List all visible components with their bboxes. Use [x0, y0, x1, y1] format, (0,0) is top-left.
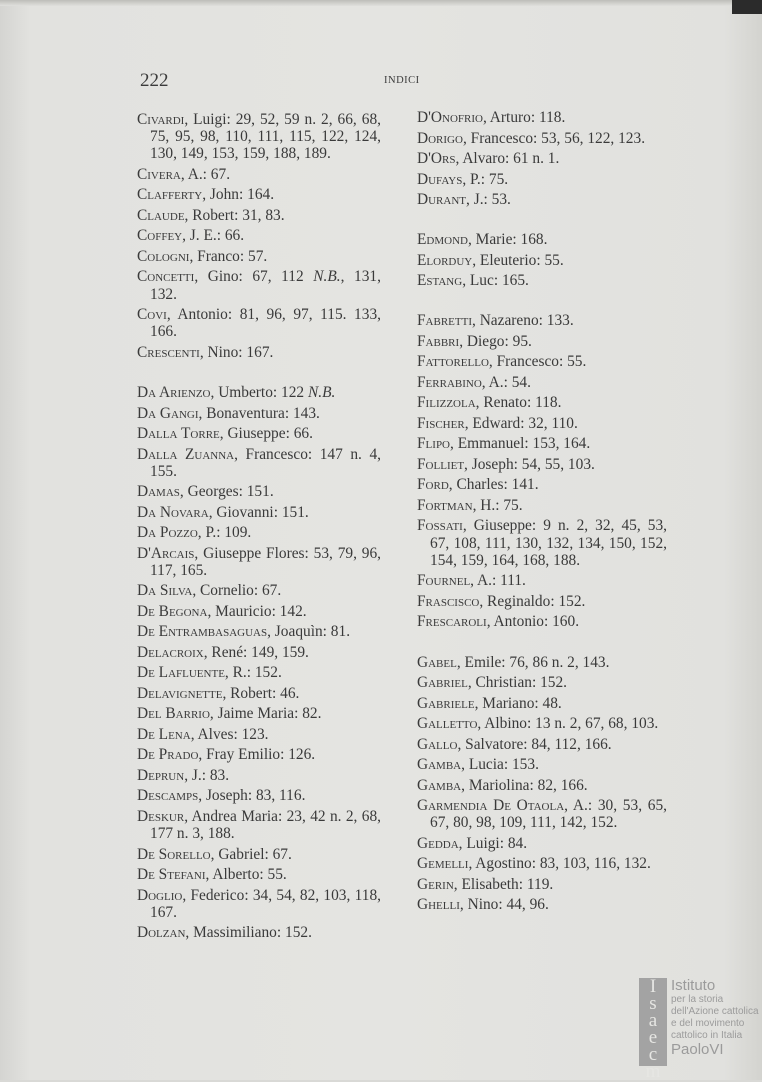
entry-details: , Albino: 13 n. 2, 67, 68, 103. — [477, 715, 659, 733]
entry-surname: Fischer — [417, 414, 465, 432]
index-entry — [137, 705, 381, 722]
entry-details: , Giovanni: 151. — [208, 503, 309, 521]
index-entry — [137, 582, 381, 599]
index-entry — [137, 483, 381, 500]
index-entry — [417, 572, 667, 589]
entry-details: , Giuseppe: 9 n. 2, 32, 45, 53, 67, 108, 111, 130, 132, 134, 150, 152, 154, 159, 164, 168, 188. — [430, 517, 667, 569]
index-entry — [137, 425, 381, 442]
entry-surname: Gerin — [417, 875, 454, 893]
entry-details: , R.: 152. — [224, 664, 282, 682]
index-entry — [137, 644, 381, 661]
entry-surname: Dorigo — [417, 129, 463, 147]
entry-surname: Fournel — [417, 572, 471, 590]
index-entry — [417, 593, 667, 610]
entry-surname: Del Barrio — [137, 705, 210, 723]
entry-details: , Renato: 118. — [475, 394, 562, 412]
entry-details: , Joseph: 54, 55, 103. — [464, 455, 595, 473]
entry-details: , Gino: 67, 112 N.B., 131, 132. — [150, 268, 381, 303]
index-entry — [137, 545, 381, 579]
index-entry — [137, 846, 381, 863]
entry-details: , Robert: 46. — [222, 684, 300, 702]
entry-details: , Georges: 151. — [179, 483, 274, 501]
index-entry — [417, 456, 667, 473]
index-entry — [417, 736, 667, 753]
entry-details: , Emile: 76, 86 n. 2, 143. — [456, 653, 610, 671]
entry-details: , A.: 67. — [180, 165, 231, 183]
entry-surname: Deskur — [137, 807, 185, 825]
entry-surname: Coffey — [137, 227, 183, 245]
index-entry — [137, 248, 381, 265]
entry-details: , Fray Emilio: 126. — [198, 746, 316, 764]
index-entry — [417, 497, 667, 514]
entry-details: , Cornelio: 67. — [192, 582, 282, 600]
index-entry — [417, 896, 667, 913]
index-entry — [417, 130, 667, 147]
entry-details: , Lucia: 153. — [461, 756, 539, 774]
entry-details: , Francesco: 53, 56, 122, 123. — [462, 129, 646, 147]
index-entry — [137, 685, 381, 702]
index-entry — [417, 374, 667, 391]
logo-monogram: I s a e c m — [639, 978, 667, 1066]
entry-details: , Joseph: 83, 116. — [198, 787, 306, 805]
entry-surname: Estang — [417, 272, 463, 290]
index-entry — [417, 394, 667, 411]
index-entry — [417, 777, 667, 794]
index-entry — [137, 866, 381, 883]
entry-details: , Massimiliano: 152. — [185, 924, 312, 942]
entry-surname: De Entrambasaguas — [137, 623, 268, 641]
index-letter-group — [137, 384, 381, 942]
entry-surname: Da Arienzo — [137, 384, 211, 402]
index-entry — [417, 476, 667, 493]
entry-details: , Luc: 165. — [462, 272, 529, 290]
entry-details: , Diego: 95. — [459, 332, 532, 350]
entry-surname: Elorduy — [417, 251, 473, 269]
index-entry — [417, 674, 667, 691]
index-entry — [417, 191, 667, 208]
entry-details: , Nazareno: 133. — [472, 312, 574, 330]
entry-details: , Federico: 34, 54, 82, 103, 118, 167. — [150, 886, 381, 921]
index-letter-group — [417, 312, 667, 630]
index-entry — [137, 504, 381, 521]
index-entry — [417, 231, 667, 248]
entry-details: , Bonaventura: 143. — [198, 404, 320, 422]
entry-surname: Da Gangi — [137, 404, 199, 422]
logo-text: Istituto per la storia dell'Azione cattolica e del movimento cattolico in Italia PaoloVI — [671, 977, 759, 1058]
entry-surname: Gabel — [417, 653, 457, 671]
entry-surname: De Sorello — [137, 845, 211, 863]
index-entry — [137, 524, 381, 541]
entry-surname: Edmond — [417, 231, 468, 249]
index-entry — [137, 111, 381, 163]
entry-details: , Christian: 152. — [467, 674, 568, 692]
entry-surname: Gedda — [417, 834, 459, 852]
entry-surname: Fortman — [417, 496, 473, 514]
entry-surname: De Lena — [137, 725, 191, 743]
entry-surname: Gemelli — [417, 855, 469, 873]
index-entry — [137, 767, 381, 784]
entry-surname: Descamps — [137, 787, 199, 805]
entry-details: , Emmanuel: 153, 164. — [450, 435, 591, 453]
index-entry — [137, 186, 381, 203]
entry-surname: Fabretti — [417, 312, 472, 330]
index-entry — [417, 171, 667, 188]
index-entry — [417, 333, 667, 350]
entry-details: , Franco: 57. — [189, 247, 268, 265]
entry-surname: Damas — [137, 483, 180, 501]
entry-surname: Frescaroli — [417, 613, 487, 631]
index-column-left — [137, 111, 381, 965]
entry-details: , Mariano: 48. — [474, 694, 562, 712]
entry-surname: Ferrabino — [417, 373, 482, 391]
entry-details: , A.: 30, 53, 65, 67, 80, 98, 109, 111, 142, 152. — [430, 797, 667, 832]
entry-surname: Da Novara — [137, 503, 209, 521]
entry-surname: Fossati — [417, 517, 463, 535]
entry-surname: De Stefani — [137, 866, 206, 884]
index-entry — [417, 654, 667, 671]
entry-surname: Dolzan — [137, 924, 186, 942]
entry-surname: Flipo — [417, 435, 451, 453]
index-entry — [417, 353, 667, 370]
entry-surname: Dalla Torre — [137, 425, 220, 443]
entry-surname: De Begona — [137, 602, 208, 620]
entry-details: , Salvatore: 84, 112, 166. — [457, 735, 612, 753]
entry-details: , Edward: 32, 110. — [464, 414, 578, 432]
index-entry — [137, 808, 381, 842]
entry-details: , J. E.: 66. — [182, 227, 245, 245]
entry-details: , Alves: 123. — [190, 725, 269, 743]
entry-surname: Claude — [137, 206, 185, 224]
entry-details: , Reginaldo: 152. — [479, 592, 586, 610]
entry-details: , A.: 111. — [470, 572, 526, 590]
entry-surname: Crescenti — [137, 343, 200, 361]
entry-surname: Da Pozzo — [137, 524, 198, 542]
entry-surname: D'Ors — [417, 150, 456, 167]
index-column-right — [417, 109, 667, 936]
index-entry — [417, 312, 667, 329]
index-entry — [417, 797, 667, 831]
entry-details: , J.: 53. — [466, 191, 511, 208]
entry-details: , Nino: 167. — [199, 343, 274, 361]
entry-surname: Fabbri — [417, 332, 460, 350]
index-entry — [137, 207, 381, 224]
watermark-logo — [639, 976, 759, 1082]
entry-surname: Clafferty — [137, 186, 203, 204]
index-entry — [417, 695, 667, 712]
entry-details: , Charles: 141. — [448, 476, 539, 494]
entry-details: , Gabriel: 67. — [210, 845, 292, 863]
entry-surname: Gallo — [417, 735, 458, 753]
entry-surname: Concetti — [137, 268, 195, 286]
entry-surname: De Prado — [137, 746, 199, 764]
entry-surname: Dalla Zuanna — [137, 445, 235, 463]
entry-details: , Andrea Maria: 23, 42 n. 2, 68, 177 n. 3, 188. — [150, 807, 381, 843]
entry-details: , Umberto: 122 N.B. — [210, 384, 336, 402]
index-entry — [417, 109, 667, 126]
index-entry — [417, 150, 667, 167]
index-entry — [137, 924, 381, 941]
entry-surname: Frascisco — [417, 592, 480, 610]
entry-surname: D'Arcais — [137, 544, 195, 562]
entry-details: , Joaquìn: 81. — [267, 623, 351, 641]
page-number: 222 — [140, 70, 169, 91]
index-entry — [137, 664, 381, 681]
entry-details: , René: 149, 159. — [203, 643, 309, 661]
index-entry — [137, 227, 381, 244]
index-entry — [137, 344, 381, 361]
entry-surname: Doglio — [137, 886, 183, 904]
index-entry — [417, 756, 667, 773]
scan-corner — [732, 0, 762, 14]
index-letter-group — [417, 231, 667, 289]
index-entry — [417, 715, 667, 732]
entry-details: , Luigi: 84. — [458, 834, 528, 852]
index-entry — [417, 613, 667, 630]
entry-details: , J.: 83. — [184, 766, 230, 784]
index-entry — [137, 166, 381, 183]
index-letter-group — [137, 111, 381, 361]
entry-details: , Mauricio: 142. — [207, 602, 307, 620]
entry-details: , Antonio: 81, 96, 97, 115. 133, 166. — [150, 306, 381, 341]
entry-surname: Delavignette — [137, 684, 223, 702]
index-entry — [417, 252, 667, 269]
index-entry — [137, 746, 381, 763]
index-entry — [137, 887, 381, 921]
entry-surname: Cologni — [137, 247, 190, 265]
entry-surname: Galletto — [417, 715, 478, 733]
entry-surname: Gabriel — [417, 674, 468, 692]
entry-surname: Civardi — [137, 111, 185, 128]
entry-details: , Robert: 31, 83. — [184, 206, 285, 224]
entry-surname: Gamba — [417, 756, 462, 774]
index-letter-group — [417, 654, 667, 914]
index-entry — [417, 876, 667, 893]
index-entry — [137, 446, 381, 480]
entry-surname: Ford — [417, 476, 449, 494]
index-entry — [417, 517, 667, 569]
page-edge — [0, 0, 762, 6]
entry-details: , Eleuterio: 55. — [472, 251, 564, 269]
index-letter-group — [417, 109, 667, 208]
entry-details: , Mariolina: 82, 166. — [461, 776, 588, 794]
entry-surname: Filizzola — [417, 394, 476, 412]
entry-surname: Covi — [137, 306, 167, 324]
entry-surname: Delacroix — [137, 643, 204, 661]
index-entry — [137, 623, 381, 640]
index-entry — [417, 272, 667, 289]
entry-details: , Luigi: 29, 52, 59 n. 2, 66, 68, 75, 95, 98, 110, 111, 115, 122, 124, 130, 149, 153, 159, 188, 189. — [150, 111, 381, 163]
entry-surname: Folliet — [417, 455, 465, 473]
entry-details: , Antonio: 160. — [486, 613, 580, 631]
entry-details: , P.: 109. — [197, 524, 252, 542]
entry-details: , Alberto: 55. — [205, 866, 287, 884]
entry-details: , Giuseppe Flores: 53, 79, 96, 117, 165. — [150, 544, 381, 579]
entry-details: , John: 164. — [202, 186, 275, 204]
entry-surname: Garmendia De Otaola — [417, 797, 565, 815]
index-entry — [137, 384, 381, 401]
entry-surname: Da Silva — [137, 582, 193, 600]
entry-details: , Arturo: 118. — [482, 109, 566, 126]
entry-details: , Agostino: 83, 103, 116, 132. — [468, 855, 651, 873]
entry-surname: Gabriele — [417, 694, 475, 712]
index-entry — [137, 405, 381, 422]
index-entry — [417, 415, 667, 432]
entry-surname: Dufays — [417, 170, 463, 188]
entry-surname: Deprun — [137, 766, 185, 784]
entry-surname: Ghelli — [417, 896, 460, 914]
entry-details: , Alvaro: 61 n. 1. — [455, 150, 560, 167]
index-entry — [417, 855, 667, 872]
index-entry — [137, 603, 381, 620]
entry-surname: Civera — [137, 165, 181, 183]
entry-details: , Francesco: 55. — [488, 353, 587, 371]
entry-details: , Nino: 44, 96. — [459, 896, 549, 914]
index-entry — [137, 787, 381, 804]
entry-surname: De Lafluente — [137, 664, 225, 682]
entry-details: , A.: 54. — [481, 373, 531, 391]
entry-details: , Marie: 168. — [467, 231, 548, 249]
entry-surname: Durant — [417, 191, 467, 208]
entry-details: , Elisabeth: 119. — [453, 875, 554, 893]
index-entry — [417, 435, 667, 452]
entry-surname: Fattorello — [417, 353, 489, 371]
entry-details: , Francesco: 147 n. 4, 155. — [150, 445, 381, 480]
running-head: INDICI — [384, 75, 420, 86]
entry-details: , H.: 75. — [472, 496, 523, 514]
entry-details: , Giuseppe: 66. — [219, 425, 313, 443]
entry-details: , P.: 75. — [462, 170, 509, 188]
index-entry — [137, 726, 381, 743]
index-entry — [417, 835, 667, 852]
index-entry — [137, 268, 381, 302]
entry-details: , Jaime Maria: 82. — [209, 705, 322, 723]
index-entry — [137, 306, 381, 340]
entry-surname: Gamba — [417, 776, 462, 794]
entry-surname: D'Onofrio — [417, 109, 483, 126]
